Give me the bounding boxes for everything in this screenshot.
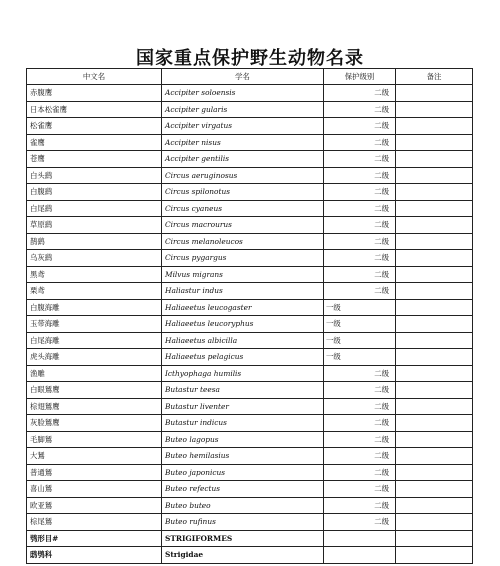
chinese-name-cell: 白头鹞: [27, 167, 162, 184]
table-row: [27, 464, 473, 481]
scientific-name-cell: Buteo japonicus: [162, 464, 324, 481]
remarks-cell: [396, 299, 473, 316]
remarks-cell: [396, 349, 473, 366]
scientific-name-cell: Buteo lagopus: [162, 431, 324, 448]
chinese-name-cell: 普通鵟: [27, 464, 162, 481]
protection-level-value: 二级: [374, 88, 389, 97]
table-row: [27, 283, 473, 300]
protection-level-cell: [324, 151, 396, 168]
protection-level-cell: [324, 349, 396, 366]
chinese-name-cell: 松雀鹰: [27, 118, 162, 135]
table-row: [27, 250, 473, 267]
scientific-name-cell: Accipiter virgatus: [162, 118, 324, 135]
table-row: [27, 530, 473, 547]
remarks-cell: [396, 167, 473, 184]
column-header-protection-level: 保护级别: [324, 69, 396, 85]
protection-level-value: 二级: [374, 434, 389, 444]
chinese-name-cell: 鸱鸮科: [27, 547, 162, 564]
table-row: [27, 547, 473, 564]
remarks-cell: [396, 415, 473, 432]
table-row: [27, 101, 473, 118]
remarks-cell: [396, 217, 473, 234]
chinese-name-cell: 毛脚鵟: [27, 431, 162, 448]
chinese-name-cell: 日本松雀鹰: [27, 101, 162, 118]
protection-level-value: 二级: [374, 121, 389, 130]
scientific-name-cell: Milvus migrans: [162, 266, 324, 283]
scientific-name-cell: Butastur liventer: [162, 398, 324, 415]
protection-level-cell: [324, 85, 396, 102]
table-row: [27, 332, 473, 349]
scientific-name-cell: Circus macrourus: [162, 217, 324, 234]
remarks-cell: [396, 332, 473, 349]
protection-level-cell: [324, 217, 396, 234]
protection-level-cell: [324, 547, 396, 564]
protection-level-value: 二级: [374, 500, 389, 510]
protection-level-cell: [324, 184, 396, 201]
protection-level-cell: [324, 415, 396, 432]
table-row: [27, 266, 473, 283]
scientific-name-cell: Circus cyaneus: [162, 200, 324, 217]
remarks-cell: [396, 134, 473, 151]
scientific-name-cell: Buteo refectus: [162, 481, 324, 498]
protection-level-cell: [324, 530, 396, 547]
scientific-name-cell: Buteo hemilasius: [162, 448, 324, 465]
chinese-name-cell: 赤腹鹰: [27, 85, 162, 102]
scientific-name-cell: Circus aeruginosus: [162, 167, 324, 184]
scientific-name-cell: Haliaeetus leucogaster: [162, 299, 324, 316]
protection-level-cell: [324, 200, 396, 217]
table-row: [27, 365, 473, 382]
table-row: [27, 299, 473, 316]
column-header-remarks: 备注: [396, 69, 473, 85]
chinese-name-cell: 鹊鹞: [27, 233, 162, 250]
protection-level-value: 一级: [326, 302, 341, 312]
remarks-cell: [396, 118, 473, 135]
remarks-cell: [396, 283, 473, 300]
table-row: [27, 151, 473, 168]
remarks-cell: [396, 101, 473, 118]
protection-level-value: 二级: [374, 220, 389, 229]
protection-level-cell: [324, 233, 396, 250]
scientific-name-cell: Haliaeetus pelagicus: [162, 349, 324, 366]
chinese-name-cell: 鸮形目#: [27, 530, 162, 547]
chinese-name-cell: 草原鹞: [27, 217, 162, 234]
chinese-name-cell: 白腹海雕: [27, 299, 162, 316]
chinese-name-cell: 栗鸢: [27, 283, 162, 300]
protection-level-cell: [324, 514, 396, 531]
protection-level-value: 二级: [374, 137, 389, 147]
table-row: [27, 448, 473, 465]
protection-level-cell: [324, 299, 396, 316]
chinese-name-cell: 雀鹰: [27, 134, 162, 151]
remarks-cell: [396, 250, 473, 267]
scientific-name-cell: Circus pygargus: [162, 250, 324, 267]
scientific-name-cell: Accipiter gentilis: [162, 151, 324, 168]
protection-level-cell: [324, 382, 396, 399]
table-row: [27, 398, 473, 415]
protection-level-cell: [324, 316, 396, 333]
scientific-name-cell: Circus melanoleucos: [162, 233, 324, 250]
chinese-name-cell: 渔雕: [27, 365, 162, 382]
chinese-name-cell: 棕翅鵟鹰: [27, 398, 162, 415]
protection-level-cell: [324, 167, 396, 184]
table-row: [27, 481, 473, 498]
protection-level-value: 二级: [374, 154, 389, 163]
remarks-cell: [396, 184, 473, 201]
remarks-cell: [396, 547, 473, 564]
remarks-cell: [396, 382, 473, 399]
remarks-cell: [396, 266, 473, 283]
protection-level-cell: [324, 101, 396, 118]
scientific-name-cell: Icthyophaga humilis: [162, 365, 324, 382]
table-row: [27, 382, 473, 399]
scientific-name-cell: Haliaeetus albicilla: [162, 332, 324, 349]
remarks-cell: [396, 200, 473, 217]
chinese-name-cell: 喜山鵟: [27, 481, 162, 498]
chinese-name-cell: 大鵟: [27, 448, 162, 465]
protection-level-value: 二级: [374, 484, 389, 493]
protection-level-cell: [324, 118, 396, 135]
chinese-name-cell: 黑鸢: [27, 266, 162, 283]
remarks-cell: [396, 530, 473, 547]
protected-species-table: [26, 68, 473, 564]
protection-level-value: 二级: [374, 517, 389, 526]
chinese-name-cell: 白眼鵟鹰: [27, 382, 162, 399]
protection-level-value: 二级: [374, 418, 389, 427]
protection-level-cell: [324, 448, 396, 465]
protection-level-value: 一级: [326, 352, 341, 361]
remarks-cell: [396, 448, 473, 465]
protection-level-value: 二级: [374, 401, 389, 411]
remarks-cell: [396, 481, 473, 498]
protection-level-value: 二级: [374, 451, 389, 460]
protection-level-value: 二级: [374, 170, 389, 180]
protection-level-cell: [324, 266, 396, 283]
table-row: [27, 514, 473, 531]
remarks-cell: [396, 316, 473, 333]
chinese-name-cell: 白尾海雕: [27, 332, 162, 349]
chinese-name-cell: 棕尾鵟: [27, 514, 162, 531]
protection-level-value: 二级: [374, 467, 389, 477]
table-row: [27, 233, 473, 250]
protection-level-value: 二级: [374, 203, 389, 213]
protection-level-cell: [324, 365, 396, 382]
column-header-chinese-name: 中文名: [27, 69, 162, 85]
remarks-cell: [396, 233, 473, 250]
document-title: 国家重点保护野生动物名录: [136, 48, 364, 69]
remarks-cell: [396, 464, 473, 481]
protection-level-cell: [324, 497, 396, 514]
chinese-name-cell: 虎头海雕: [27, 349, 162, 366]
chinese-name-cell: 白腹鹞: [27, 184, 162, 201]
scientific-name-cell: Accipiter soloensis: [162, 85, 324, 102]
chinese-name-cell: 乌灰鹞: [27, 250, 162, 267]
remarks-cell: [396, 398, 473, 415]
remarks-cell: [396, 497, 473, 514]
scientific-name-cell: Strigidae: [162, 547, 324, 564]
chinese-name-cell: 苍鹰: [27, 151, 162, 168]
scientific-name-cell: Accipiter gularis: [162, 101, 324, 118]
scientific-name-cell: Haliaeetus leucoryphus: [162, 316, 324, 333]
table-row: [27, 431, 473, 448]
protection-level-cell: [324, 283, 396, 300]
protection-level-cell: [324, 431, 396, 448]
remarks-cell: [396, 151, 473, 168]
chinese-name-cell: 玉带海雕: [27, 316, 162, 333]
protection-level-cell: [324, 332, 396, 349]
table-row: [27, 217, 473, 234]
table-row: [27, 200, 473, 217]
protection-level-value: 二级: [374, 368, 389, 378]
scientific-name-cell: Butastur indicus: [162, 415, 324, 432]
chinese-name-cell: 白尾鹞: [27, 200, 162, 217]
protection-level-value: 二级: [374, 385, 389, 394]
column-header-scientific-name: 学名: [162, 69, 324, 85]
scientific-name-cell: Haliastur indus: [162, 283, 324, 300]
chinese-name-cell: 灰脸鵟鹰: [27, 415, 162, 432]
scientific-name-cell: Buteo rufinus: [162, 514, 324, 531]
table-row: [27, 134, 473, 151]
protection-level-value: 二级: [374, 286, 389, 295]
chinese-name-cell: 欧亚鵟: [27, 497, 162, 514]
protection-level-cell: [324, 250, 396, 267]
protection-level-value: 二级: [374, 269, 389, 279]
remarks-cell: [396, 365, 473, 382]
scientific-name-cell: Accipiter nisus: [162, 134, 324, 151]
table-row: [27, 184, 473, 201]
table-row: [27, 415, 473, 432]
protection-level-value: 二级: [374, 187, 389, 196]
table-row: [27, 349, 473, 366]
remarks-cell: [396, 514, 473, 531]
scientific-name-cell: Buteo buteo: [162, 497, 324, 514]
protection-level-cell: [324, 134, 396, 151]
remarks-cell: [396, 431, 473, 448]
scientific-name-cell: Butastur teesa: [162, 382, 324, 399]
scientific-name-cell: Circus spilonotus: [162, 184, 324, 201]
table-header-row: [27, 69, 473, 85]
remarks-cell: [396, 85, 473, 102]
protection-level-value: 一级: [326, 335, 341, 345]
table-row: [27, 316, 473, 333]
table-row: [27, 497, 473, 514]
table-row: [27, 85, 473, 102]
protection-level-cell: [324, 398, 396, 415]
scientific-name-cell: STRIGIFORMES: [162, 530, 324, 547]
protection-level-value: 一级: [326, 319, 341, 328]
protection-level-cell: [324, 481, 396, 498]
protection-level-cell: [324, 464, 396, 481]
protection-level-value: 二级: [374, 236, 389, 246]
protection-level-value: 二级: [374, 104, 389, 114]
table-row: [27, 118, 473, 135]
table-row: [27, 167, 473, 184]
protection-level-value: 二级: [374, 253, 389, 262]
